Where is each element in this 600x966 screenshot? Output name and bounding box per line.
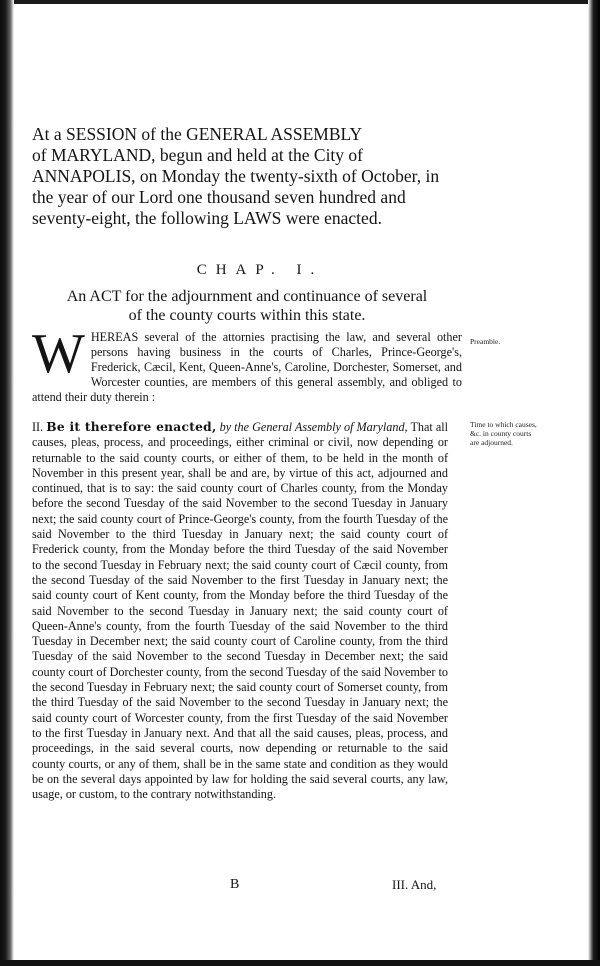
act-title <box>32 287 462 325</box>
scan-edge-right <box>588 0 600 966</box>
page-edge-bottom <box>0 960 600 966</box>
enacting-paragraph <box>32 420 448 802</box>
session-line-1: At a SESSION of the GENERAL ASSEMBLY <box>32 124 363 144</box>
act-title-line-2: of the county courts within this state. <box>128 307 366 324</box>
preamble-text: HEREAS several of the attornies practising the law, and several other persons having business in the courts of Charles, Prince-George's, Frederick, Cæcil, Kent, Queen-Anne's, Caroline, Dorchester, Somerset, and Worcester counties, are members of this general assembly, and obliged to attend their duty therein : <box>32 330 462 404</box>
session-line-3: ANNAPOLIS, on Monday the twenty-sixth of October, in <box>32 166 440 186</box>
preamble-paragraph <box>32 323 462 405</box>
signature-mark: B <box>230 877 240 892</box>
section-number: II. <box>32 420 44 434</box>
drop-cap: W <box>32 323 85 385</box>
session-heading <box>32 124 462 229</box>
margin-note-preamble: Preamble. <box>470 337 501 346</box>
session-line-4: the year of our Lord one thousand seven hundred and <box>32 187 406 207</box>
chapter-heading: CHAP. I. <box>196 262 324 278</box>
enacting-clause: Be it therefore enacted, <box>46 420 217 434</box>
enacting-authority: by the General Assembly of Maryland, <box>219 420 408 434</box>
catchword: III. And, <box>392 877 437 892</box>
session-line-5: seventy-eight, the following LAWS were enacted. <box>32 208 382 228</box>
page-edge-top <box>0 0 600 4</box>
session-line-2: of MARYLAND, begun and held at the City of <box>32 145 363 165</box>
enacting-text: That all causes, pleas, process, and proceedings, either criminal or civil, now depending or returnable to the said county courts, or either of them, to be held in the month of November in this present year, shall be and are, by virtue of this act, adjourned and continued, that is to say: the said county court of Charles county, from the Monday before the second Tuesday of the said November to the second Tuesday in January next; the said county court of Prince-George's county, from the fourth Tuesday of the said November to the third Tuesday in January next; the said county court of Frederick county, from the Monday before the third Tuesday of the said November to the second Tuesday in February next; the said county court of Cæcil county, from the second Tuesday of the said November to the first Tuesday in January next; the said county court of Kent county, from the Monday before the third Tuesday of the said November to the second Tuesday in January next; the said county court of Queen-Anne's county, from the fourth Tuesday of the said November to the third Tuesday in December next; the said county court of Caroline county, from the third Tuesday of the said November to the second Tuesday in December next; the said county court of Dorchester county, from the second Tuesday of the said November to the second Tuesday in February next; the said county court of Somerset county, from the third Tuesday of the said November to the second Tuesday in January next; the said county court of Worcester county, from the first Tuesday of the said November to the first Tuesday in January next. And that all the said causes, pleas, process, and proceedings, in the said several courts, now depending or returnable to the said county courts, or any of them, shall be in the same state and condition as they would be on the several days appointed by law for holding the said several courts, any law, usage, or custom, to the contrary notwithstanding. <box>32 420 449 802</box>
act-title-line-1: An ACT for the adjournment and continuance of several <box>66 288 428 305</box>
margin-note-adjournment: Time to which causes, &c. in county courts are adjourned. <box>470 420 537 447</box>
scan-edge-left <box>0 0 14 966</box>
